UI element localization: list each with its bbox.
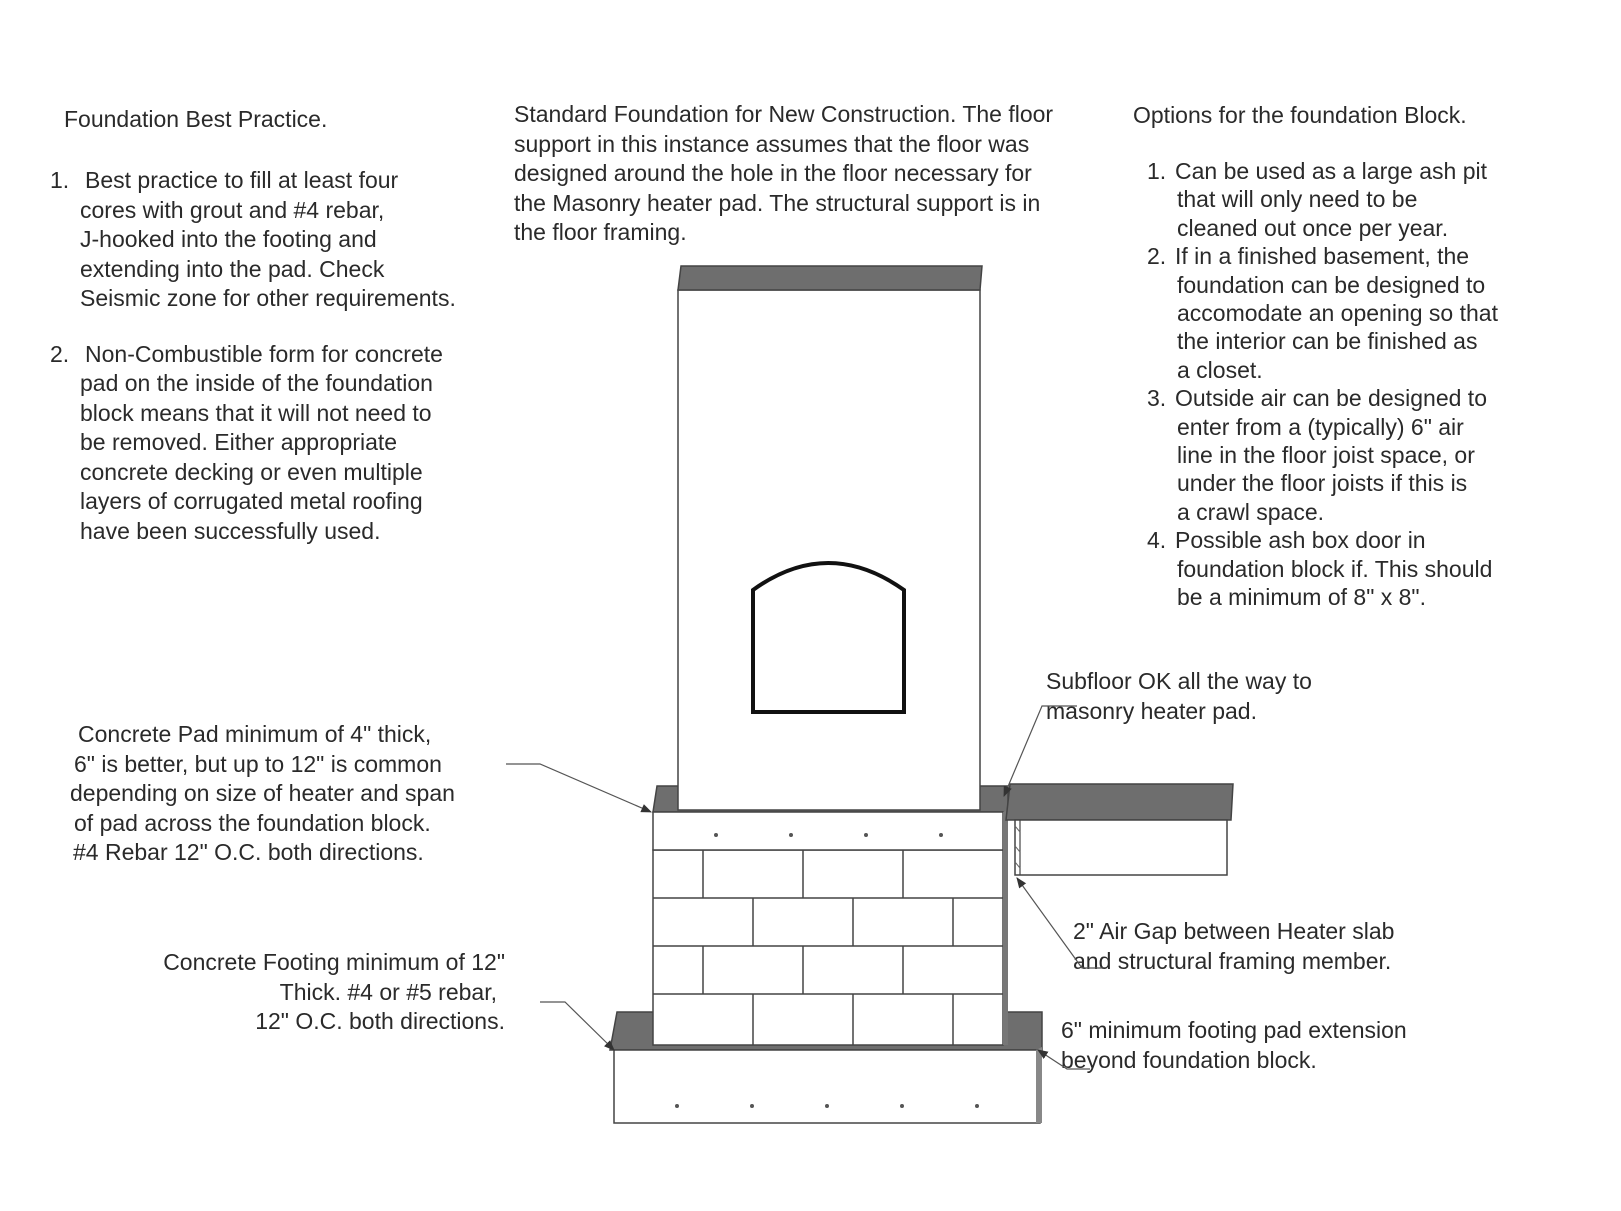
rebar-dot <box>789 833 793 837</box>
footing-front-face <box>614 1050 1040 1123</box>
right-item-3-line: a crawl space. <box>1177 498 1325 525</box>
floor-framing <box>1006 784 1233 875</box>
subfloor-leader <box>1004 706 1077 796</box>
pad-side-shade <box>1003 809 1008 1045</box>
right-item-3-number: 3. <box>1147 385 1167 412</box>
left-item-2-line: be removed. Either appropriate <box>80 429 398 455</box>
subfloor-callout-line: masonry heater pad. <box>1046 697 1257 724</box>
right-item-3-line: line in the floor joist space, or <box>1177 442 1475 469</box>
heater-body <box>678 290 980 810</box>
right-item-1-line: that will only need to be <box>1177 186 1418 213</box>
right-item-2-line: the interior can be finished as <box>1177 328 1478 355</box>
heater-top-cap <box>678 266 982 290</box>
footing-callout-line: Thick. #4 or #5 rebar, <box>279 978 497 1005</box>
masonry-heater <box>678 266 982 810</box>
right-item-3-line: under the floor joists if this is <box>1177 470 1468 497</box>
center-line: the floor framing. <box>514 219 687 245</box>
rebar-dot <box>750 1104 754 1108</box>
extension-leader <box>1038 1050 1090 1069</box>
rebar-dot <box>939 833 943 837</box>
left-item-2-line: layers of corrugated metal roofing <box>80 488 423 514</box>
footing-callout-line: Concrete Footing minimum of 12" <box>163 949 505 975</box>
footing-leader <box>540 1002 614 1050</box>
subfloor-top <box>1006 784 1233 820</box>
rebar-dot <box>864 833 868 837</box>
air-gap-leader <box>1017 878 1104 968</box>
left-item-2-line: have been successfully used. <box>80 517 381 544</box>
extension-callout-line: 6" minimum footing pad extension <box>1061 1017 1407 1043</box>
right-item-4-line: be a minimum of 8" x 8". <box>1177 584 1426 611</box>
left-item-2-line: Non-Combustible form for concrete <box>85 340 443 367</box>
pad-front-face <box>653 812 1003 850</box>
pad-leader <box>506 764 651 812</box>
center-line: support in this instance assumes that the floor was <box>514 130 1030 157</box>
right-panel-heading: Options for the foundation Block. <box>1133 102 1467 128</box>
right-item-2-line: a closet. <box>1177 356 1263 383</box>
left-item-1-line: Seismic zone for other requirements. <box>80 285 456 311</box>
pad-callout-line: of pad across the foundation block. <box>74 809 431 836</box>
foundation-block-outline <box>653 850 1003 1045</box>
right-item-1-line: cleaned out once per year. <box>1177 214 1449 241</box>
right-item-4-line: foundation block if. This should <box>1177 555 1493 582</box>
pad-callout-line: 6" is better, but up to 12" is common <box>74 750 442 777</box>
footing-side-shade <box>1036 1047 1042 1123</box>
subfloor-callout-line: Subfloor OK all the way to <box>1046 668 1312 694</box>
right-item-2-number: 2. <box>1147 243 1167 270</box>
footing-callout-line: 12" O.C. both directions. <box>255 1008 505 1034</box>
left-item-2-line: concrete decking or even multiple <box>80 458 423 485</box>
rebar-dot <box>975 1104 979 1108</box>
left-item-1-line: Best practice to fill at least four <box>85 167 399 193</box>
air-gap-callout-line: and structural framing member. <box>1073 947 1392 974</box>
right-item-1-line: Can be used as a large ash pit <box>1175 158 1487 184</box>
rebar-dot <box>825 1104 829 1108</box>
pad-callout-line: depending on size of heater and span <box>70 780 455 806</box>
left-item-1-line: extending into the pad. Check <box>80 255 385 282</box>
floor-joist <box>1015 820 1227 875</box>
air-gap-callout-line: 2" Air Gap between Heater slab <box>1073 918 1395 944</box>
right-item-3-line: Outside air can be designed to <box>1175 385 1487 412</box>
rebar-dot <box>675 1104 679 1108</box>
right-item-1-number: 1. <box>1147 158 1167 184</box>
rebar-dot <box>900 1104 904 1108</box>
right-item-2-line: If in a finished basement, the <box>1175 243 1470 270</box>
left-item-2-line: pad on the inside of the foundation <box>80 370 433 396</box>
right-item-4-line: Possible ash box door in <box>1175 527 1426 554</box>
center-line: the Masonry heater pad. The structural support is in <box>514 189 1041 216</box>
heater-door <box>753 563 904 712</box>
left-item-1-number: 1. <box>50 167 70 193</box>
right-item-4-number: 4. <box>1147 527 1167 554</box>
foundation-block <box>653 850 1003 1045</box>
right-item-2-line: accomodate an opening so that <box>1177 300 1498 327</box>
pad-callout-line: #4 Rebar 12" O.C. both directions. <box>73 839 424 865</box>
pad-callout-line: Concrete Pad minimum of 4" thick, <box>78 721 432 747</box>
left-panel-heading: Foundation Best Practice. <box>64 106 328 132</box>
center-line: Standard Foundation for New Construction. The floor <box>514 101 1054 127</box>
left-item-2-number: 2. <box>50 340 70 367</box>
right-item-2-line: foundation can be designed to <box>1177 271 1486 298</box>
extension-callout-line: beyond foundation block. <box>1061 1046 1317 1073</box>
center-line: designed around the hole in the floor necessary for <box>514 160 1032 186</box>
right-item-3-line: enter from a (typically) 6" air <box>1177 413 1464 440</box>
left-item-2-line: block means that it will not need to <box>80 399 432 426</box>
rebar-dot <box>714 833 718 837</box>
left-item-1-line: J-hooked into the footing and <box>80 226 377 252</box>
left-item-1-line: cores with grout and #4 rebar, <box>80 196 385 223</box>
